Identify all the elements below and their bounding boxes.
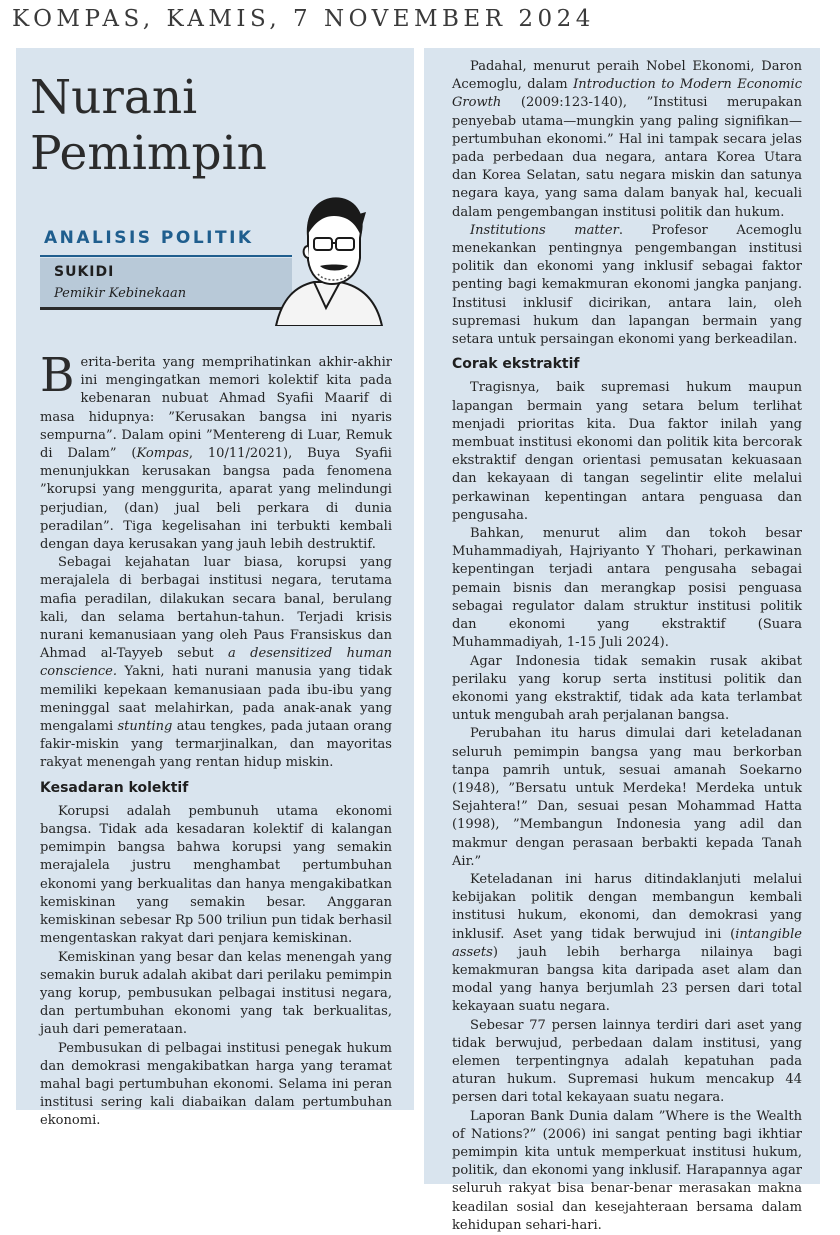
paragraph: Padahal, menurut peraih Nobel Ekonomi, Daron Acemoglu, dalam Introduction to Modern Economic Growth (2009:123-140), ”Institusi merupakan penyebab utama—mungkin yang paling signifikan—pertumbuhan ekonomi.” Hal ini tampak secara jelas pada perbedaan dua negara, antara Korea Utara dan Korea Selatan, satu negara miskin dan satunya negara kaya, yang sama dalam banyak hal, kecuali dalam pengembangan institusi politik dan hukum. — [452, 59, 803, 220]
left-article-body — [40, 348, 393, 1131]
paragraph: Berita-berita yang memprihatinkan akhir-akhir ini mengingatkan memori kolektif kita pada kebenaran nubuat Ahmad Syafii Maarif di masa hidupnya: ”Kerusakan bangsa ini nyaris sempurna”. Dalam opini ”Mentereng di Luar, Remuk di Dalam” (Kompas, 10/11/2021), Buya Syafii menunjukkan kerusakan bangsa pada fenomena ”korupsi yang menggurita, aparat yang melindungi perjudian, (dan) jual beli perkara di dunia peradilan”. Tiga kegelisahan ini terbukti kembali dengan daya kerusakan yang jauh lebih destruktif. — [40, 348, 392, 553]
article-title — [30, 70, 267, 182]
title-line-1: Nurani — [30, 70, 198, 125]
masthead: KOMPAS, KAMIS, 7 NOVEMBER 2024 — [12, 6, 595, 32]
right-article-body — [452, 58, 802, 1235]
paragraph: Pembusukan di pelbagai institusi penegak hukum dan demokrasi mengakibatkan harga yang teramat mahal bagi pertumbuhan ekonomi. Selama ini peran institusi sering kali diabaikan dalam pertumbuhan ekonomi. — [40, 1040, 392, 1129]
paragraph: Perubahan itu harus dimulai dari keteladanan seluruh pemimpin bangsa yang mau berkorban tanpa pamrih untuk, sesuai amanah Soekarno (1948), ”Bersatu untuk Merdeka! Merdeka untuk Sejahtera!” Dan, sesuai pesan Mohammad Hatta (1998), ”Membangun Indonesia yang adil dan makmur dengan perasaan berbakti kepada Tanah Air.” — [452, 726, 802, 869]
paragraph: Institutions matter. Profesor Acemoglu menekankan pentingnya pengembangan institusi politik dan ekonomi yang inklusif sebagai faktor penting bagi kemakmuran ekonomi jangka panjang. Institusi inklusif dicirikan, antara lain, oleh supremasi hukum dan lapangan bermain yang setara untuk persaingan ekonomi yang berkeadilan. — [452, 222, 802, 348]
kicker-rule — [40, 255, 292, 257]
paragraph: Bahkan, menurut alim dan tokoh besar Muhammadiyah, Hajriyanto Y Thohari, perkawinan kepentingan terjadi antara pengusaha sebagai pemain bisnis dan merangkap posisi penguasa sebagai regulator dalam struktur institusi politik dan ekonomi yang ekstraktif (Suara Muhammadiyah, 1-15 Juli 2024). — [452, 526, 802, 651]
author-box — [40, 258, 292, 310]
subheading: Corak ekstraktif — [452, 356, 580, 373]
paragraph: Kemiskinan yang besar dan kelas menengah yang semakin buruk adalah akibat dari perilaku pemimpin yang korup, pembusukan pelbagai institusi negara, dan pertumbuhan ekonomi yang tak berkualitas, jauh dari pemerataan. — [40, 949, 392, 1038]
author-portrait-illustration — [268, 186, 386, 326]
subheading: Kesadaran kolektif — [40, 779, 189, 796]
paragraph: Agar Indonesia tidak semakin rusak akibat perilaku yang korup serta institusi politik dan ekonomi yang ekstraktif, tidak ada kata terlambat untuk mengubah arah perjalanan bangsa. — [452, 653, 802, 724]
author-name: SUKIDI — [54, 264, 115, 280]
title-line-2: Pemimpin — [30, 126, 267, 181]
paragraph: Tragisnya, baik supremasi hukum maupun lapangan bermain yang setara belum terlihat menjadi prioritas kita. Dua faktor inilah yang membuat institusi ekonomi dan politik kita bercorak ekstraktif dengan orientasi pemusatan kekuasaan dan kekayaan di tangan segelintir elite melalui perkawinan kepentingan antara penguasa dan pengusaha. — [452, 380, 802, 523]
paragraph: Keteladanan ini harus ditindaklanjuti melalui kebijakan politik dengan membangun kembali institusi hukum, ekonomi, dan demokrasi yang inklusif. Aset yang tidak berwujud ini (intangible assets) jauh lebih berharga nilainya bagi kemakmuran bangsa kita daripada aset alam dan modal yang hanya berjumlah 23 persen dari total kekayaan suatu negara. — [452, 871, 802, 1015]
paragraph: Laporan Bank Dunia dalam ”Where is the Wealth of Nations?” (2006) ini sangat penting bagi ikhtiar pemimpin kita untuk memperkuat institusi hukum, politik, dan ekonomi yang inklusif. Harapannya agar seluruh rakyat bisa benar-benar merasakan makna keadilan sosial dan kesejahteraan bersama dalam kehidupan sehari-hari. — [452, 1108, 802, 1233]
paragraph: Sebagai kejahatan luar biasa, korupsi yang merajalela di berbagai institusi negara, terutama mafia peradilan, dilakukan secara banal, berulang kali, dan selama bertahun-tahun. Terjadi krisis nurani kemanusiaan yang oleh Paus Fransiskus dan Ahmad al-Tayyeb sebut a desensitized human conscience. Yakni, hati nurani manusia yang tidak memiliki kepekaan kemanusiaan pada ibu-ibu yang meninggal saat melahirkan, pada anak-anak yang mengalami stunting atau tengkes, pada jutaan orang fakir-miskin yang termarjinalkan, dan mayoritas rakyat menengah yang rentan hidup miskin. — [40, 555, 393, 771]
paragraph: Sebesar 77 persen lainnya terdiri dari aset yang tidak berwujud, perbedaan dalam institusi, yang elemen terpentingnya adalah kepatuhan pada aturan hukum. Supremasi hukum mencakup 44 persen dari total kekayaan suatu negara. — [452, 1017, 802, 1106]
section-kicker: ANALISIS POLITIK — [44, 228, 254, 248]
paragraph: Korupsi adalah pembunuh utama ekonomi bangsa. Tidak ada kesadaran kolektif di kalangan pemimpin bangsa bahwa korupsi yang semakin merajalela justru menghambat pertumbuhan ekonomi yang berkualitas dan hanya mengakibatkan kemiskinan yang semakin besar. Anggaran kemiskinan sebesar Rp 500 triliun pun tidak berhasil mengentaskan rakyat dari penjara kemiskinan. — [40, 803, 392, 947]
author-role: Pemikir Kebinekaan — [54, 286, 187, 301]
drop-cap: B — [40, 348, 75, 403]
